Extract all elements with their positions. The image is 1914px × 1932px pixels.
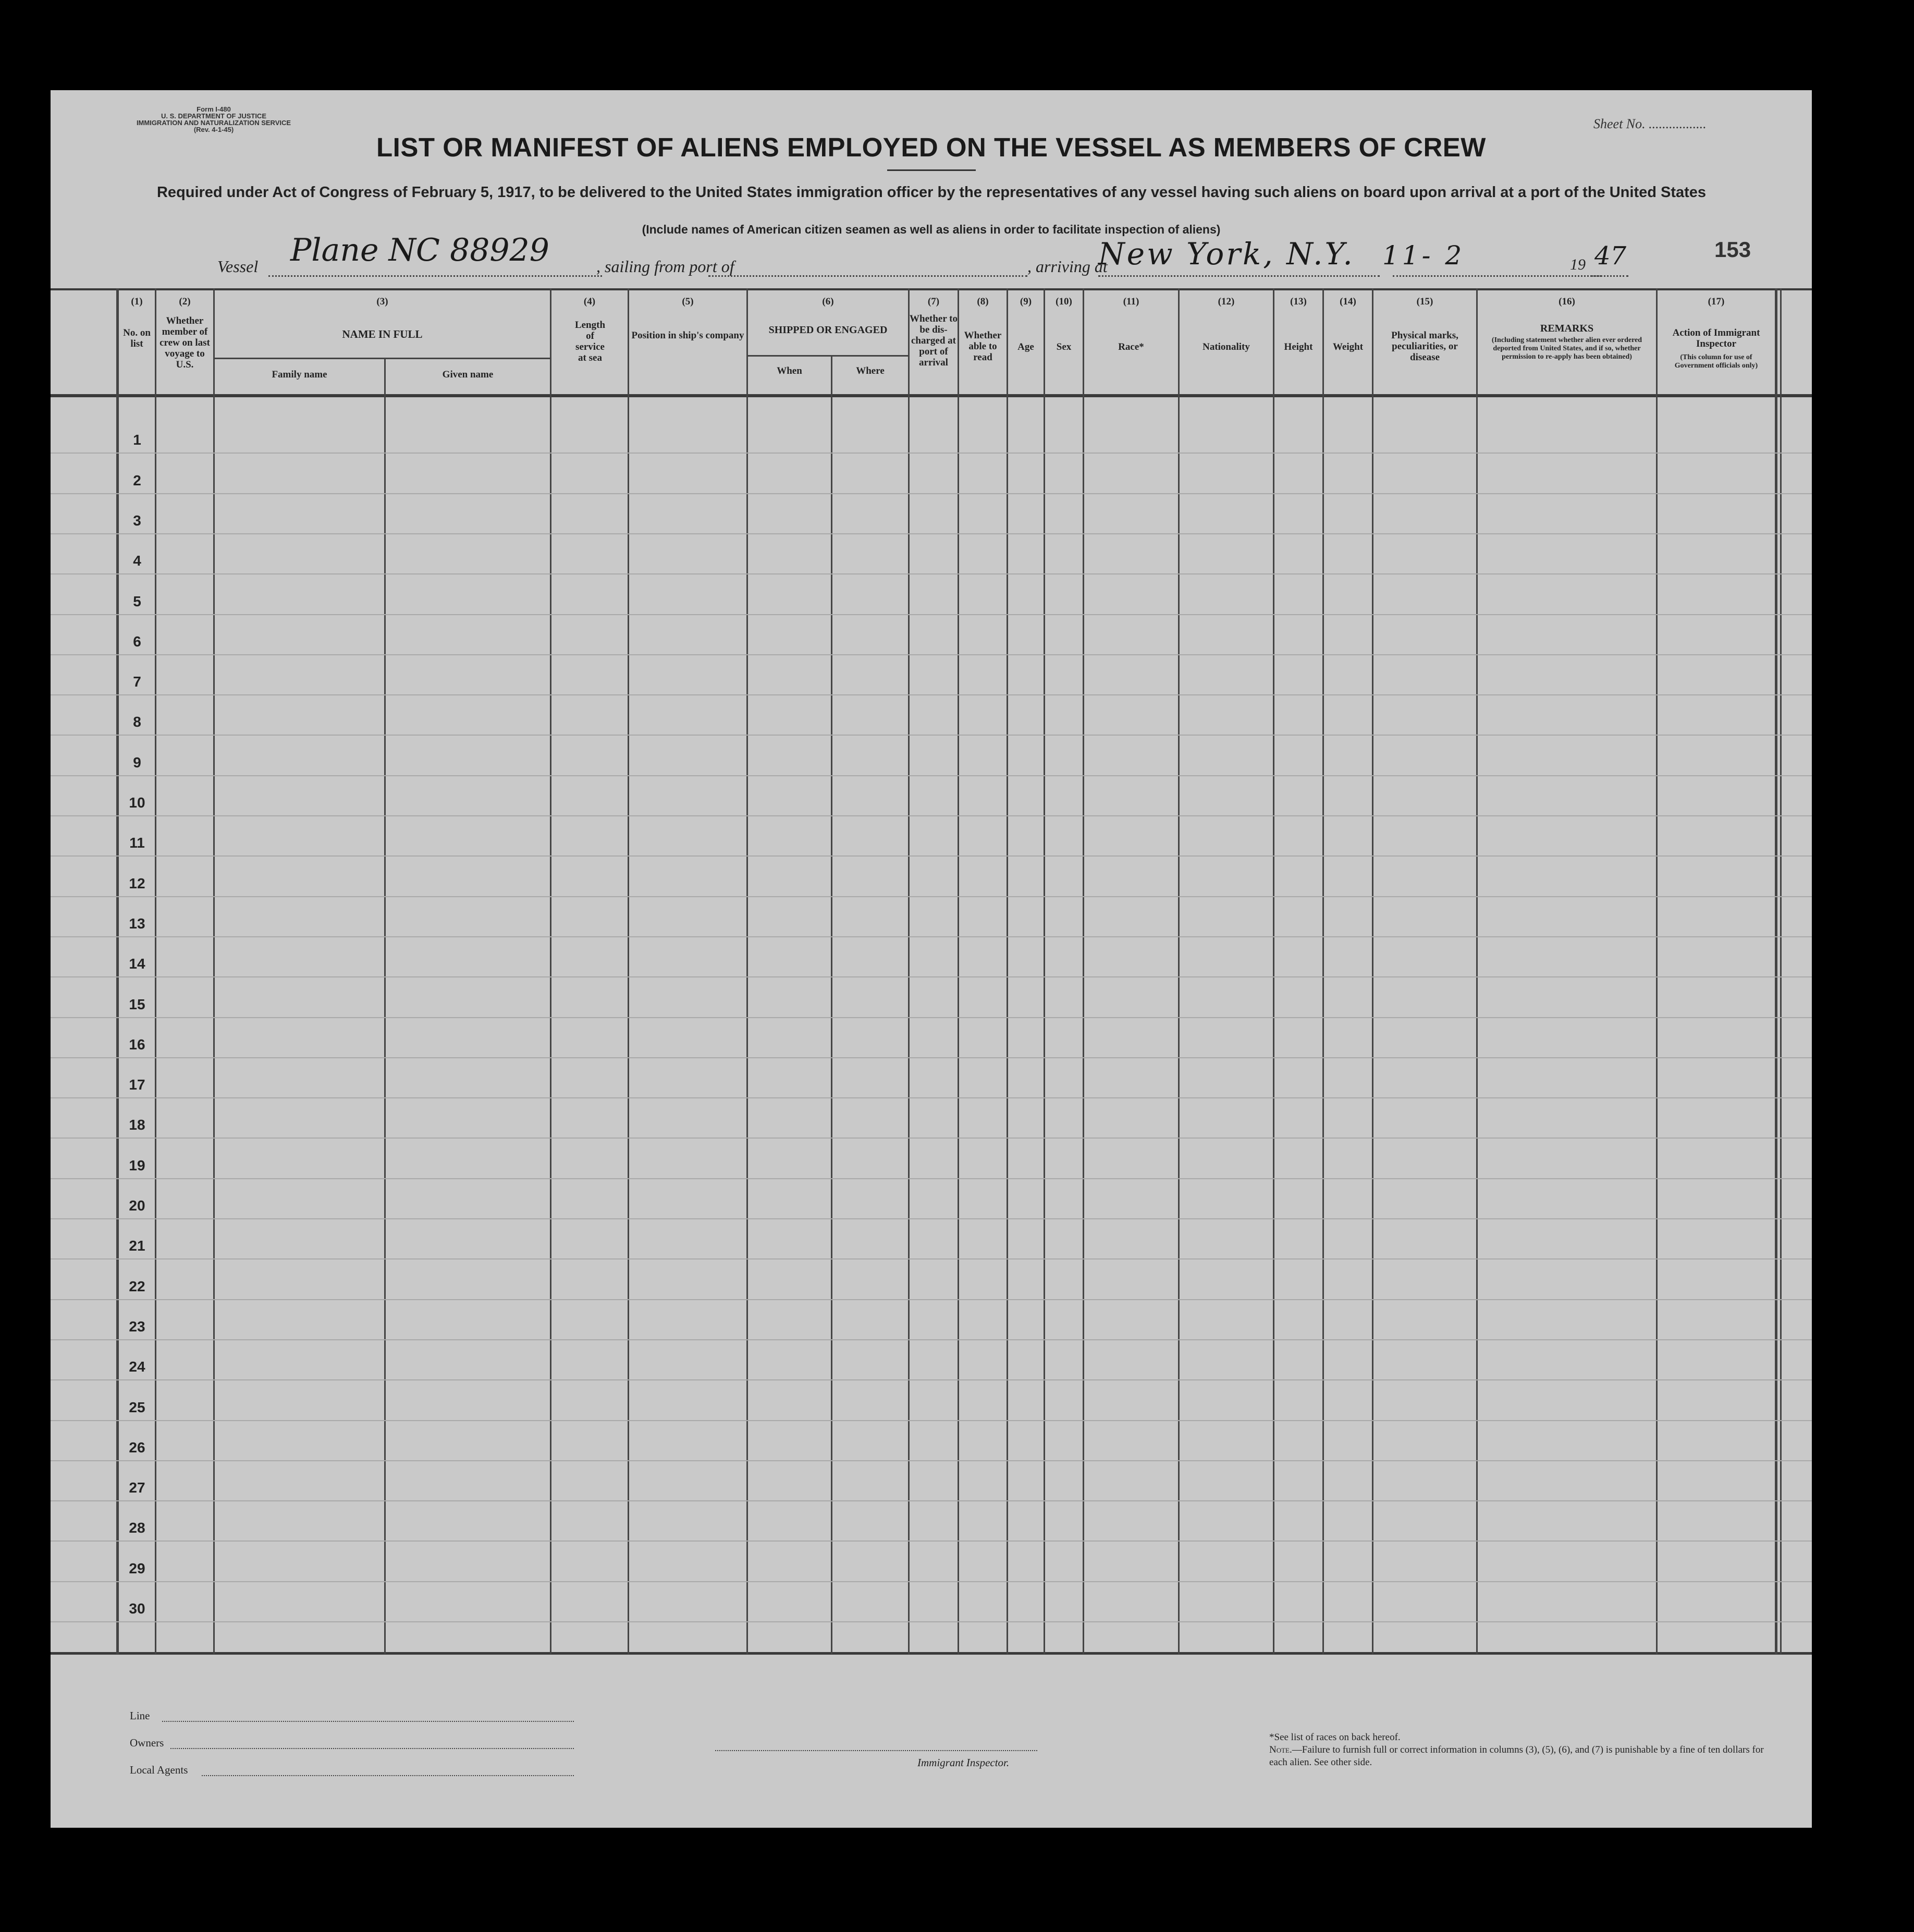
note-label: Note. (1269, 1744, 1292, 1755)
row-number: 11 (129, 835, 145, 851)
page-title: LIST OR MANIFEST OF ALIENS EMPLOYED ON THE VESSEL AS MEMBERS OF CREW (376, 132, 1486, 162)
date-field-line (1393, 275, 1601, 277)
row-rule (51, 1258, 1812, 1260)
row-number: 9 (133, 754, 141, 771)
column-header-remarks: REMARKS (1540, 323, 1594, 334)
column-number: (7) (927, 296, 940, 307)
column-number: (8) (977, 296, 989, 307)
column-number: (11) (1123, 296, 1139, 307)
row-number: 14 (129, 956, 145, 972)
row-rule (51, 1379, 1812, 1380)
table-top-rule (51, 288, 1812, 290)
row-rule (51, 654, 1812, 655)
column-header-remarks-detail: (Including statement whether alien ever ordered deported from United States, and if so, whether permission to re-apply has been obtained) (1491, 336, 1642, 361)
column-number: (6) (822, 296, 834, 307)
column-header-no-on-list: No. on list (123, 327, 151, 349)
column-header-family-name: Family name (272, 369, 327, 380)
title-rule (887, 169, 976, 171)
row-number: 22 (129, 1278, 145, 1294)
vessel-value[interactable]: Plane NC 88929 (290, 232, 549, 268)
column-header-where: Where (856, 365, 885, 376)
owners-label: Owners (130, 1737, 164, 1749)
row-rule (51, 1621, 1812, 1622)
name-subheader-rule (214, 358, 550, 359)
column-number: (1) (131, 296, 143, 307)
row-number: 8 (133, 714, 141, 730)
form-department: U. S. DEPARTMENT OF JUSTICE (161, 112, 266, 120)
sheet-number: 153 (1714, 237, 1751, 262)
row-rule (51, 775, 1812, 776)
column-header-length-of-service: Length of service at sea (574, 320, 606, 363)
inspector-signature-field[interactable] (715, 1750, 1037, 1751)
column-header-height: Height (1284, 341, 1313, 352)
sailing-label: , sailing from port of (596, 257, 734, 276)
row-number: 1 (133, 432, 141, 448)
local-agents-field[interactable] (202, 1775, 574, 1776)
column-header-physical-marks: Physical marks, peculiarities, or disease (1391, 330, 1458, 363)
year-prefix: 19 (1570, 256, 1586, 273)
subtitle: Required under Act of Congress of February 5, 1917, to be delivered to the United States immigration officer by the representatives of any vessel having such aliens on board upon arrival at a port of the United States (156, 184, 1707, 201)
row-number: 10 (129, 794, 145, 811)
row-rule (51, 1420, 1812, 1421)
sheet-no-field: Sheet No. ................. (1593, 116, 1707, 131)
year-value[interactable]: 47 (1594, 241, 1627, 271)
vessel-label: Vessel (217, 257, 259, 276)
column-number: (12) (1218, 296, 1235, 307)
column-header-discharged: Whether to be dis-charged at port of arrival (910, 313, 958, 368)
column-rule (384, 358, 386, 1654)
line-field[interactable] (162, 1721, 574, 1722)
row-number: 30 (129, 1600, 145, 1617)
row-rule (51, 1178, 1812, 1179)
row-rule (51, 815, 1812, 816)
row-rule (51, 1540, 1812, 1542)
row-number: 7 (133, 674, 141, 690)
row-number: 17 (129, 1077, 145, 1093)
row-rule (51, 614, 1812, 615)
note-text: —Failure to furnish full or correct information in columns (3), (5), (6), and (7) is punishable by a fine of ten dollars for each alien. See other side. (1269, 1744, 1764, 1768)
row-number: 2 (133, 472, 141, 488)
inspector-label: Immigrant Inspector. (917, 1756, 1010, 1769)
column-number: (17) (1708, 296, 1725, 307)
column-number: (13) (1290, 296, 1307, 307)
column-header-member-of-crew: Whether member of crew on last voyage to U.S. (160, 315, 210, 370)
row-number: 26 (129, 1439, 145, 1456)
row-rule (51, 493, 1812, 494)
row-number: 12 (129, 875, 145, 891)
year-field-line (1591, 275, 1628, 277)
column-number: (10) (1056, 296, 1072, 307)
row-number: 18 (129, 1117, 145, 1133)
column-header-race: Race* (1118, 341, 1144, 352)
row-rule (51, 1299, 1812, 1300)
row-rule (51, 453, 1812, 454)
row-number: 19 (129, 1157, 145, 1173)
column-number: (2) (179, 296, 191, 307)
row-rule (51, 1057, 1812, 1058)
fine-note (1269, 1744, 1780, 1769)
column-number: (16) (1559, 296, 1575, 307)
column-number: (5) (682, 296, 694, 307)
row-number: 6 (133, 633, 141, 650)
date-value[interactable]: 11- 2 (1382, 240, 1465, 271)
column-header-shipped-or-engaged: SHIPPED OR ENGAGED (768, 324, 888, 336)
column-number: (9) (1020, 296, 1032, 307)
column-number: (3) (376, 296, 388, 307)
row-rule (51, 1138, 1812, 1139)
column-number: (15) (1416, 296, 1433, 307)
row-rule (51, 735, 1812, 736)
row-number: 20 (129, 1197, 145, 1214)
row-rule (51, 1339, 1812, 1340)
sailing-field-line[interactable] (708, 275, 1027, 277)
row-rule (51, 1500, 1812, 1501)
row-number: 28 (129, 1520, 145, 1536)
row-number: 27 (129, 1479, 145, 1496)
table-header-rule (51, 394, 1812, 397)
manifest-sheet (51, 90, 1812, 1828)
vessel-field-line (268, 275, 602, 277)
owners-field[interactable] (170, 1748, 574, 1749)
row-rule (51, 573, 1812, 574)
arriving-label: , arriving at (1027, 257, 1108, 276)
column-rule (831, 355, 832, 1654)
shipped-subheader-rule (747, 355, 908, 357)
row-number: 21 (129, 1238, 145, 1254)
row-number: 15 (129, 996, 145, 1012)
row-number: 4 (133, 553, 141, 569)
column-number: (14) (1340, 296, 1356, 307)
form-service: IMMIGRATION AND NATURALIZATION SERVICE (136, 119, 291, 127)
column-header-given-name: Given name (442, 369, 494, 380)
row-number: 29 (129, 1560, 145, 1576)
row-rule (51, 1460, 1812, 1461)
table-bottom-rule (51, 1652, 1812, 1655)
row-rule (51, 936, 1812, 937)
row-rule (51, 855, 1812, 857)
row-rule (51, 1218, 1812, 1219)
row-number: 3 (133, 512, 141, 529)
form-identifier (120, 106, 308, 133)
row-number: 16 (129, 1036, 145, 1053)
row-rule (51, 1581, 1812, 1582)
row-number: 5 (133, 593, 141, 609)
column-header-inspector-detail: (This column for use of Government officials only) (1674, 353, 1758, 370)
form-revision: (Rev. 4-1-45) (193, 126, 234, 133)
row-number: 25 (129, 1399, 145, 1415)
row-number: 24 (129, 1359, 145, 1375)
column-header-nationality: Nationality (1203, 341, 1250, 352)
form-number: Form I-480 (197, 105, 231, 113)
column-header-weight: Weight (1332, 341, 1364, 352)
line-label: Line (130, 1709, 150, 1722)
column-header-age: Age (1017, 341, 1034, 352)
column-number: (4) (583, 296, 596, 307)
column-header-position: Position in ship's company (631, 330, 744, 341)
row-rule (51, 1017, 1812, 1018)
row-number: 13 (129, 915, 145, 932)
column-header-inspector-action: Action of Immigrant Inspector (1672, 327, 1760, 349)
row-rule (51, 896, 1812, 897)
local-agents-label: Local Agents (130, 1764, 188, 1776)
subtitle-note: (Include names of American citizen seamen as well as aliens in order to facilitate inspection of aliens) (642, 223, 1221, 236)
arriving-field-line (1098, 275, 1380, 277)
arriving-value[interactable]: New York, N.Y. (1098, 236, 1355, 272)
row-rule (51, 694, 1812, 695)
row-rule (51, 533, 1812, 534)
row-rule (51, 976, 1812, 977)
row-rule (51, 1097, 1812, 1098)
column-header-when: When (777, 365, 802, 376)
races-note: *See list of races on back hereof. (1269, 1732, 1401, 1743)
column-header-sex: Sex (1056, 341, 1072, 352)
column-header-name-in-full: NAME IN FULL (342, 328, 423, 340)
row-number: 23 (129, 1318, 145, 1335)
column-header-able-to-read: Whether able to read (964, 330, 1002, 363)
